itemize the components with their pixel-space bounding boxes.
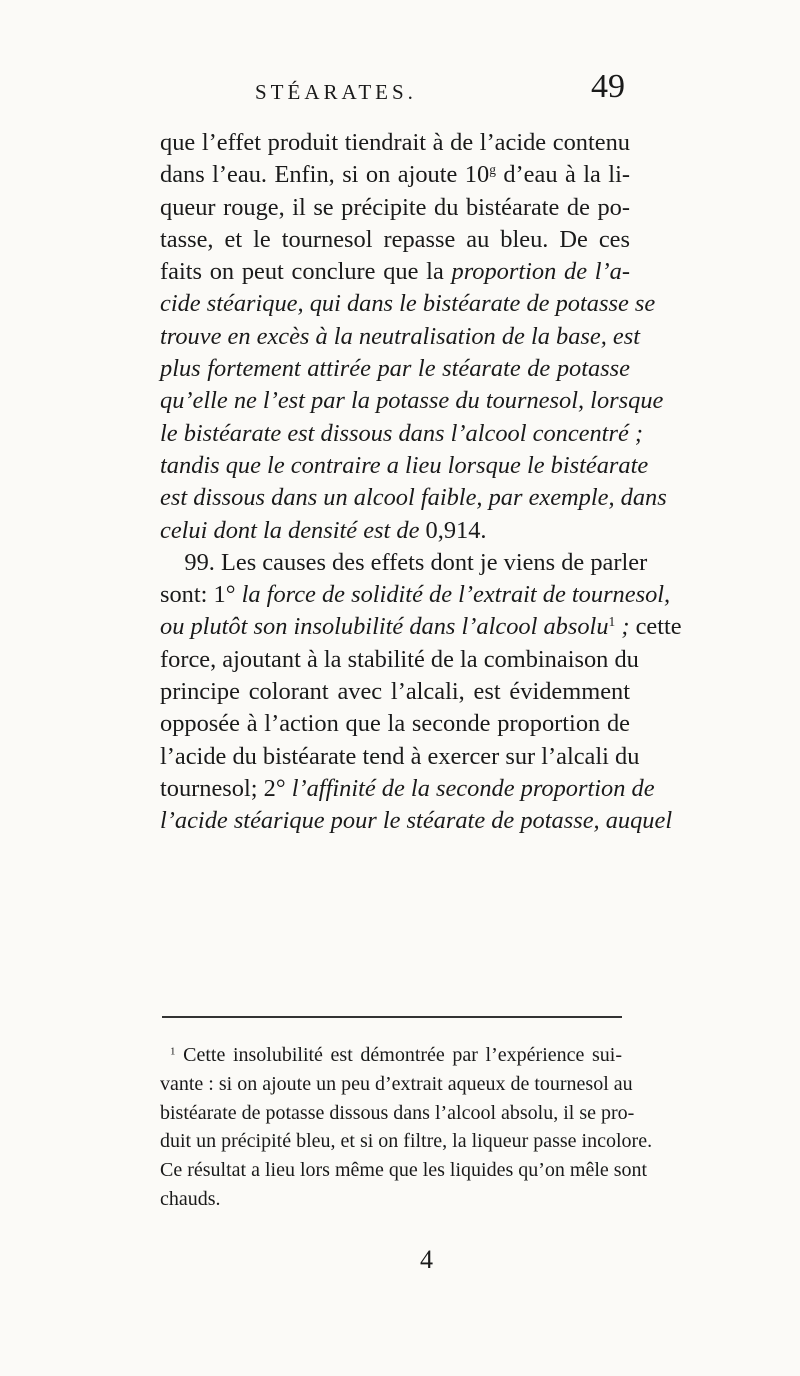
text-line: tasse, et le tournesol repasse au bleu. De ces xyxy=(160,225,630,253)
text-line: ou plutôt son insolubilité dans l’alcool absolu$^1$ ; cette xyxy=(160,613,682,641)
gram-superscript: g xyxy=(489,162,496,178)
text-line: sont: 1° la force de solidité de l’extrait de tournesol, xyxy=(160,581,671,609)
text-line: queur rouge, il se précipite du bistéarate de po- xyxy=(160,193,630,221)
text-line: dans l’eau. Enfin, si on ajoute 10$^g$ d’eau à la li- xyxy=(160,161,630,189)
text-line: opposée à l’action que la seconde proportion de xyxy=(160,710,630,738)
footnote-line: chauds. xyxy=(160,1187,221,1210)
text-line: le bistéarate est dissous dans l’alcool concentré ; xyxy=(160,419,643,447)
text-line: est dissous dans un alcool faible, par exemple, dans xyxy=(160,484,667,512)
footnote-line: $^1$ Cette insolubilité est démontrée par l’expérience sui- xyxy=(170,1044,622,1066)
main-text xyxy=(160,127,682,838)
text-line: cide stéarique, qui dans le bistéarate de potasse se xyxy=(160,290,656,318)
text-line: qu’elle ne l’est par la potasse du tournesol, lorsque xyxy=(160,387,664,415)
text-line: tournesol; 2° l’affinité de la seconde proportion de xyxy=(160,774,655,802)
footnote-marker: 1 xyxy=(170,1045,176,1058)
text-line: force, ajoutant à la stabilité de la combinaison du xyxy=(160,645,639,673)
footnote-separator xyxy=(162,1016,622,1018)
footnote-line: bistéarate de potasse dissous dans l’alcool absolu, il se pro- xyxy=(160,1101,635,1124)
text-line: principe colorant avec l’alcali, est évidemment xyxy=(160,678,630,706)
footnote-line: duit un précipité bleu, et si on filtre, la liqueur passe incolore. xyxy=(160,1130,653,1153)
text-line: celui dont la densité est de 0,914. xyxy=(160,516,487,544)
page-number: 49 xyxy=(591,68,625,105)
footnote-reference: 1 xyxy=(608,614,616,630)
text-line: tandis que le contraire a lieu lorsque le bistéarate xyxy=(160,451,649,479)
footnote-line: vante : si on ajoute un peu d’extrait aqueux de tournesol au xyxy=(160,1072,633,1095)
signature-mark: 4 xyxy=(420,1245,433,1274)
text-line: trouve en excès à la neutralisation de la base, est xyxy=(160,322,641,350)
text-line: l’acide du bistéarate tend à exercer sur l’alcali du xyxy=(160,742,640,770)
paragraph-99-line: 99. Les causes des effets dont je viens de parler xyxy=(184,548,648,576)
running-title: STÉARATES. xyxy=(255,80,417,104)
footnote-line: Ce résultat a lieu lors même que les liquides qu’on mêle sont xyxy=(160,1159,648,1182)
text-line: faits on peut conclure que la proportion de l’a- xyxy=(160,258,630,286)
text-line: l’acide stéarique pour le stéarate de potasse, auquel xyxy=(160,807,673,835)
text-line: que l’effet produit tiendrait à de l’acide contenu xyxy=(160,129,630,156)
footnote xyxy=(160,1041,653,1214)
text-line: plus fortement attirée par le stéarate de potasse xyxy=(160,355,630,383)
